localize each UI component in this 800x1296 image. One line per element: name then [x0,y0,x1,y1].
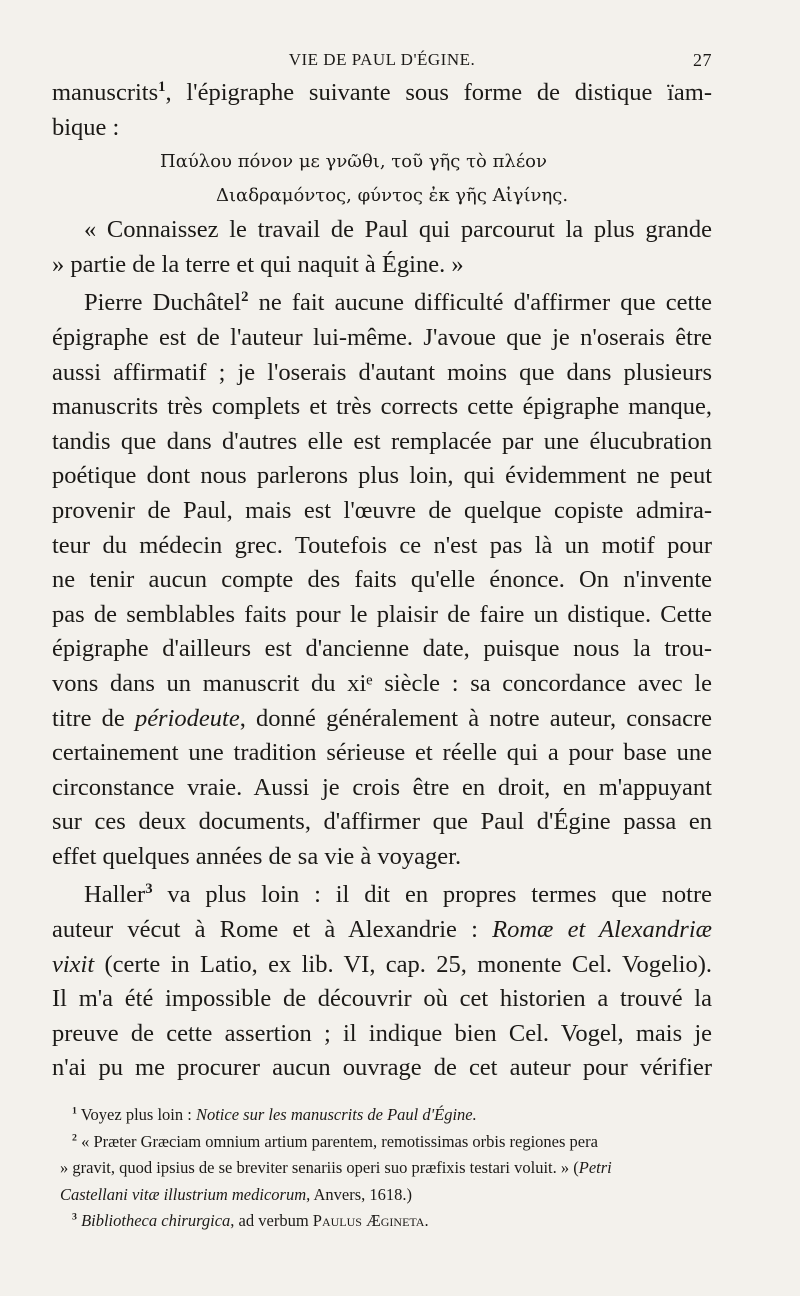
footnote-1: $^1$ Voyez plus loin : Notice sur les manuscrits de Paul d'Égine. [72,1105,477,1124]
text-line: circonstance vraie. Aussi je crois être en droit, en m'appuyant [52,773,712,801]
text-line: n'ai pu me procurer aucun ouvrage de cet auteur pour vérifier [52,1054,712,1082]
text-line: auteur vécut à Rome et à Alexandrie : Romæ et Alexandriæ [52,916,712,944]
footnote-2: $^2$ « Præter Græciam omnium artium parentem, remotissimas orbis regiones pera [72,1131,598,1151]
greek-epigraph [52,145,712,213]
page-number: 27 [693,50,712,70]
text-line: bique : [52,113,120,141]
running-title: VIE DE PAUL D'ÉGINE. [288,50,476,69]
greek-line: Παύλου πόνον με γνῶθι, τοῦ γῆς τὸ πλέον [160,151,547,173]
italic-quote: Romæ et Alexandriæ [492,916,712,944]
text-line: vixit (certe in Latio, ex lib. VI, cap. 25, monente Cel. Vogelio). [52,950,712,978]
main-text [52,76,712,1086]
text-line: preuve de cette assertion ; il indique bien Cel. Vogel, mais je [52,1019,712,1047]
text-line: certainement une tradition sérieuse et réelle qui a pour base une [52,739,712,767]
text-line: » partie de la terre et qui naquit à Égine. » [52,250,464,278]
footnote-2-cont: » gravit, quod ipsius de se breviter senariis operi suo præfixis testari voluit. » (Petri [60,1158,612,1177]
translation-quote [52,213,712,282]
text-line: Pierre Duchâtel$^2$ ne fait aucune difficulté d'affirmer que cette [84,289,712,317]
text-line: teur du médecin grec. Toutefois ce n'est pas là un motif pour [52,531,712,559]
text-line: poétique dont nous parlerons plus loin, qui évidemment ne peut [52,462,712,490]
footnote-3: $^3$ Bibliotheca chirurgica, ad verbum Paulus Ægineta. [72,1211,429,1230]
paragraph [52,878,712,1086]
italic-term: périodeute [134,704,240,732]
text-line: pas de semblables faits pour le plaisir de faire un distique. Cette [52,600,712,628]
text-line: épigraphe est de l'auteur lui-même. J'avoue que je n'oserais être [52,323,712,351]
greek-line: Διαδραμόντος, φύντος ἐκ γῆς Αἰγίνης. [216,185,569,207]
text-line: « Connaissez le travail de Paul qui parcourut la plus grande [84,216,712,244]
text-line: sur ces deux documents, d'affirmer que Paul d'Égine passa en [52,808,712,836]
footnote-ref: 3 [145,881,153,898]
text-line: manuscrits$^1$, l'épigraphe suivante sous forme de distique ïam- [52,78,712,106]
footnotes [60,1102,720,1235]
text-line: manuscrits très complets et très corrects cette épigraphe manque, [52,393,712,421]
text-line: Il m'a été impossible de découvrir où cet historien a trouvé la [52,985,712,1013]
text-line: épigraphe d'ailleurs est d'ancienne date, puisque nous la trou- [52,635,712,663]
text-line: ne tenir aucun compte des faits qu'elle énonce. On n'invente [52,566,712,594]
text-line: effet quelques années de sa vie à voyager. [52,842,462,870]
italic-quote: vixit [52,950,95,978]
text-line: Haller$^3$ va plus loin : il dit en propres termes que notre [84,881,712,909]
footnote-ref: 1 [158,78,166,95]
text-line: aussi affirmatif ; je l'oserais d'autant moins que dans plusieurs [52,358,712,386]
paragraph [52,76,712,145]
text-line: provenir de Paul, mais est l'œuvre de quelque copiste admira- [52,496,712,524]
text-line: tandis que dans d'autres elle est remplacée par une élucubration [52,427,712,455]
footnote-ref: 2 [241,289,249,306]
text-line: titre de périodeute, donné généralement à notre auteur, consacre [52,704,712,732]
page-header [52,46,712,76]
paragraph [52,286,712,874]
footnote-2-cont: Castellani vitæ illustrium medicorum, Anvers, 1618.) [60,1184,412,1204]
text-line: vons dans un manuscrit du xiᵉ siècle : sa concordance avec le [52,669,712,697]
